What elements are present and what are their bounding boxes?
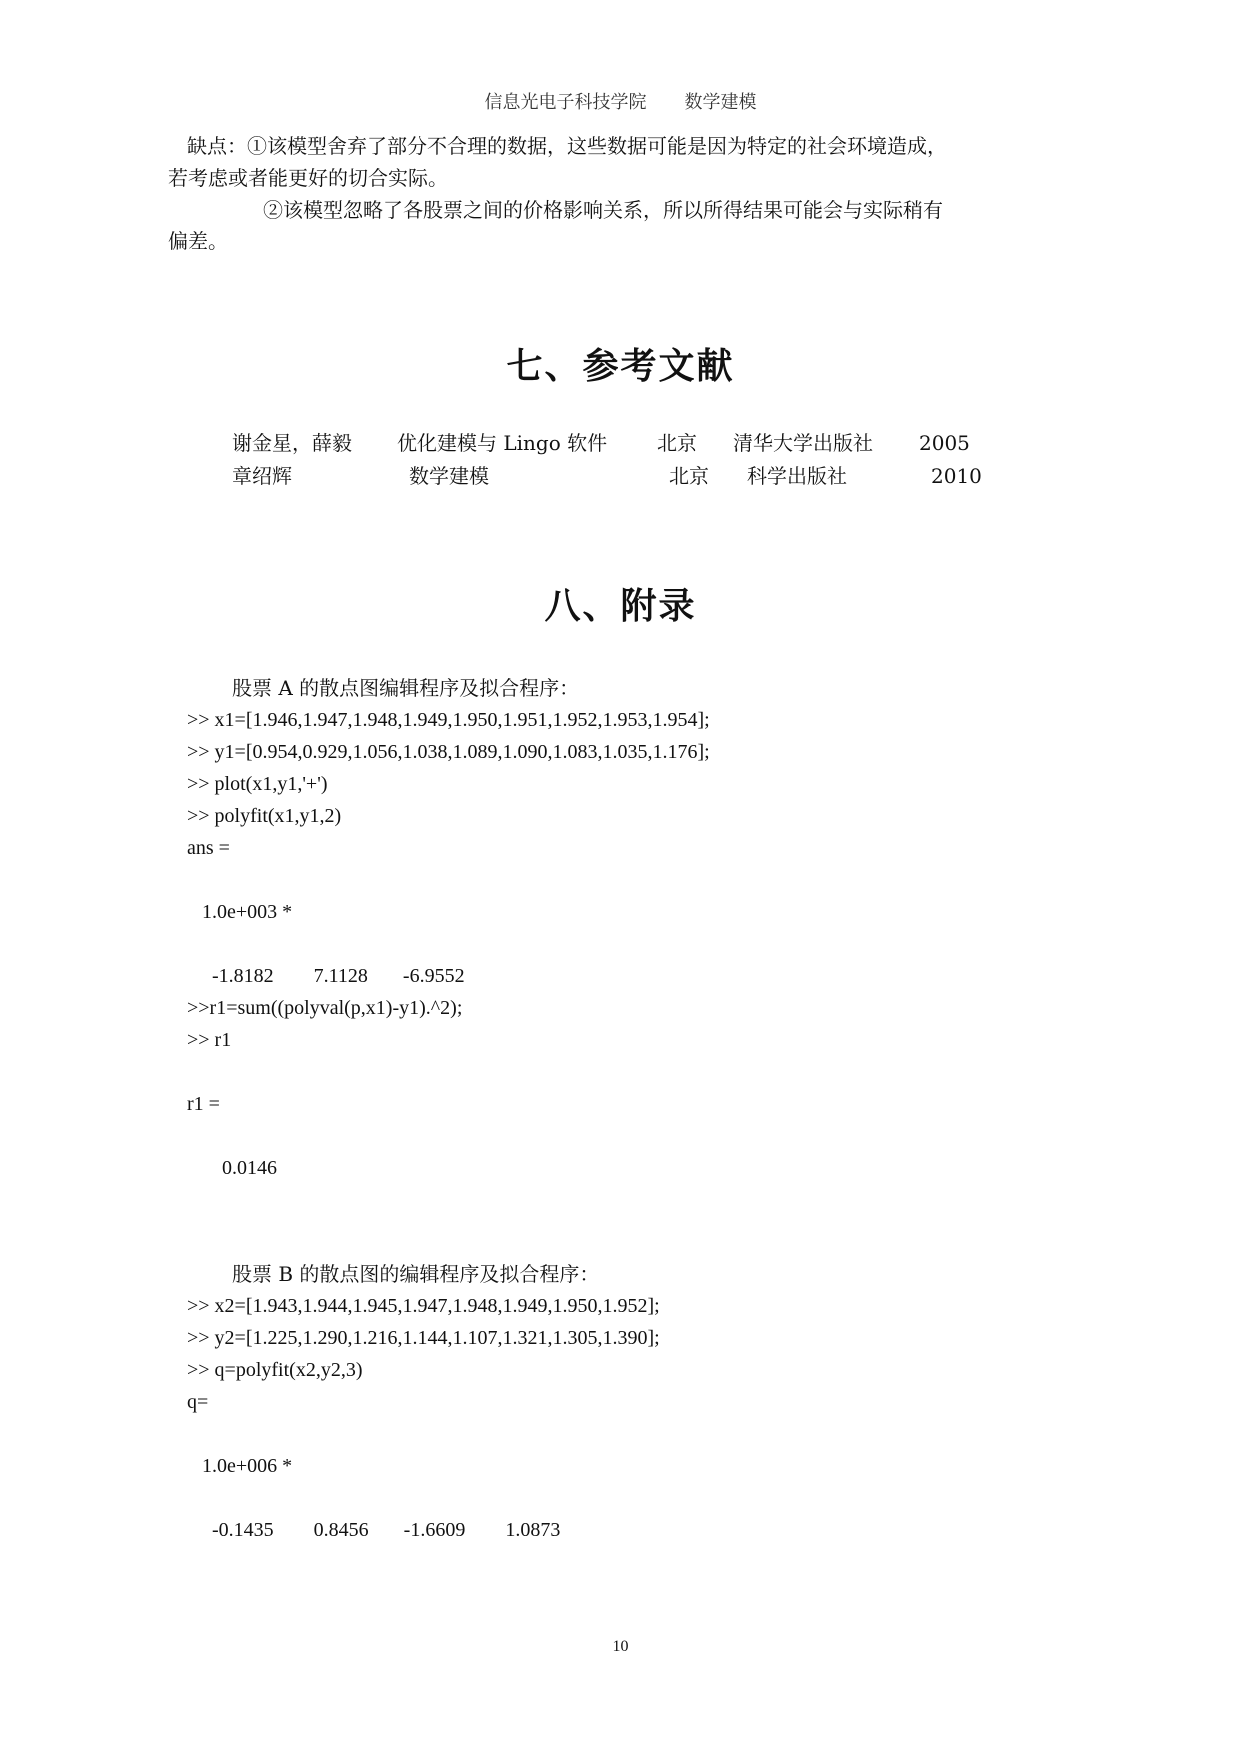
section-title-references: 七、参考文献 [506,346,735,387]
weakness-line-1: 缺点：①该模型舍弃了部分不合理的数据，这些数据可能是因为特定的社会环境造成， [187,134,947,158]
reference-publisher: 科学出版社 [747,464,847,488]
code-line: >> y1=[0.954,0.929,1.056,1.038,1.089,1.090,1.083,1.035,1.176]; [187,741,710,763]
weakness-line-4: 偏差。 [168,229,228,253]
weakness-line-3: ②该模型忽略了各股票之间的价格影响关系，所以所得结果可能会与实际稍有 [263,198,943,222]
code-line: >> polyfit(x1,y1,2) [187,805,342,827]
code-line: r1 = [187,1093,220,1115]
reference-author: 谢金星，薛毅 [232,431,352,455]
reference-city: 北京 [669,464,709,488]
code-line: -0.1435 0.8456 -1.6609 1.0873 [187,1519,561,1541]
code-line: q= [187,1391,209,1413]
code-line: >> y2=[1.225,1.290,1.216,1.144,1.107,1.321,1.305,1.390]; [187,1327,660,1349]
reference-year: 2010 [931,464,982,488]
reference-item [0,428,1241,458]
code-line: ans = [187,837,230,859]
code-line: >> x1=[1.946,1.947,1.948,1.949,1.950,1.951,1.952,1.953,1.954]; [187,709,710,731]
page-header [0,88,1241,114]
code-line [187,1120,710,1152]
reference-title: 数学建模 [409,464,489,488]
reference-author: 章绍辉 [232,464,292,488]
code-line [187,1482,660,1514]
stock-a-intro: 股票 A 的散点图编辑程序及拟合程序： [232,676,580,700]
stock-b-code-block [187,1290,660,1546]
code-line [187,1418,660,1450]
reference-year: 2005 [919,431,970,455]
code-line [187,1056,710,1088]
reference-city: 北京 [657,431,697,455]
code-line: >> x2=[1.943,1.944,1.945,1.947,1.948,1.949,1.950,1.952]; [187,1295,660,1317]
code-line: 1.0e+006 * [187,1455,293,1477]
code-line: >> r1 [187,1029,232,1051]
stock-b-intro: 股票 B 的散点图的编辑程序及拟合程序： [232,1262,600,1286]
reference-item [0,461,1241,491]
code-line: >>r1=sum((polyval(p,x1)-y1).^2); [187,997,463,1019]
weakness-line-2: 若考虑或者能更好的切合实际。 [168,166,448,190]
code-line: -1.8182 7.1128 -6.9552 [187,965,465,987]
page-number: 10 [612,1638,629,1655]
code-line [187,928,710,960]
section-title-appendix: 八、附录 [544,586,697,627]
code-line: 1.0e+003 * [187,901,293,923]
stock-a-code-block [187,704,710,1184]
code-line: 0.0146 [187,1157,277,1179]
code-line: >> plot(x1,y1,'+') [187,773,328,795]
header-course: 数学建模 [684,92,757,113]
header-school: 信息光电子科技学院 [484,92,647,113]
code-line: >> q=polyfit(x2,y2,3) [187,1359,363,1381]
reference-title: 优化建模与 Lingo 软件 [397,431,608,455]
reference-publisher: 清华大学出版社 [733,431,873,455]
code-line [187,864,710,896]
